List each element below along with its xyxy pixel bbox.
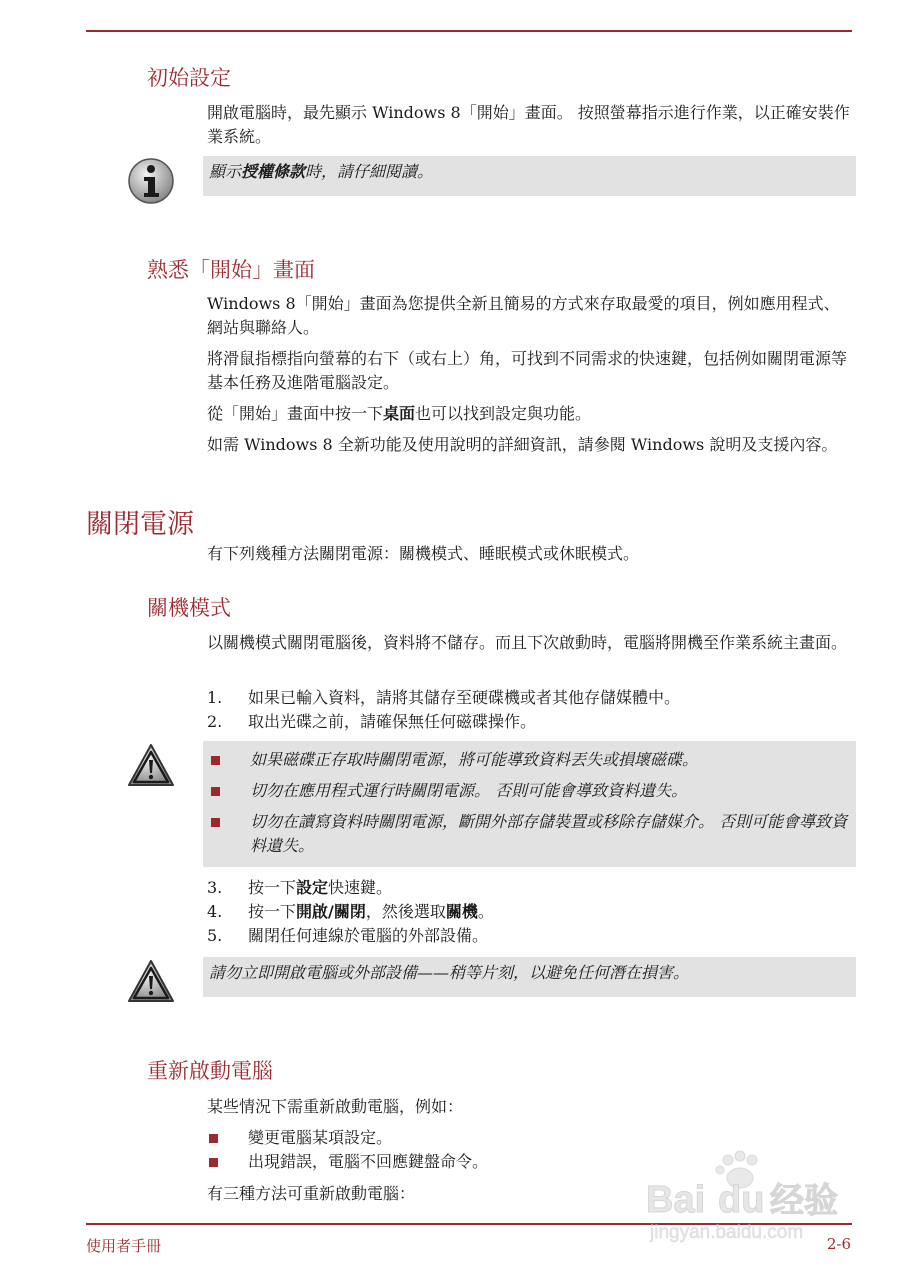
step-text: 快速鍵。 [328, 878, 393, 897]
heading-start-screen: 熟悉「開始」畫面 [147, 258, 315, 282]
step-text: 關閉任何連線於電腦的外部設備。 [248, 926, 489, 945]
power-bold: 開啟/關閉 [296, 902, 366, 921]
heading-shutdown-mode: 關機模式 [147, 596, 231, 620]
p3-post: 也可以找到設定與功能。 [415, 404, 592, 423]
warning-icon [127, 742, 175, 790]
list-item [207, 710, 855, 734]
caution-box [203, 957, 856, 997]
bullet-square [209, 1134, 218, 1143]
p3-pre: 從「開始」畫面中按一下 [207, 404, 384, 423]
step-text: 按一下 [248, 902, 297, 921]
bullet-text: 出現錯誤，電腦不回應鍵盤命令。 [248, 1152, 489, 1171]
restart-methods-text: 有三種方法可重新啟動電腦： [207, 1184, 416, 1203]
step-number: 1. [207, 688, 223, 707]
list-item [209, 779, 850, 803]
list-item [207, 686, 855, 710]
list-item [209, 810, 850, 858]
footer-page-number: 2-6 [826, 1235, 851, 1253]
start-screen-p2: 將滑鼠指標指向螢幕的右下（或右上）角，可找到不同需求的快速鍵，包括例如關閉電源等基本任務及進階電腦設定。 [207, 349, 848, 392]
bullet-square [211, 818, 220, 827]
desktop-bold: 桌面 [383, 404, 416, 423]
step-number: 5. [207, 926, 223, 945]
step-number: 3. [207, 878, 223, 897]
warning-text: 切勿在讀寫資料時關閉電源，斷開外部存儲裝置或移除存儲媒介。 否則可能會導致資料遺失。 [250, 812, 848, 855]
shutdown-steps-a [207, 686, 855, 734]
restart-text: 某些情況下需重新啟動電腦，例如： [207, 1097, 464, 1116]
initial-setup-text: 開啟電腦時，最先顯示 Windows 8「開始」畫面。 按照螢幕指示進行作業，以正確安裝作業系統。 [207, 103, 850, 146]
bullet-square [211, 787, 220, 796]
step-text: 如果已輸入資料，請將其儲存至硬碟機或者其他存儲媒體中。 [248, 688, 681, 707]
shutdown-steps-b [207, 876, 855, 948]
warning-icon [127, 958, 175, 1006]
caution-text: 請勿立即開啟電腦或外部設備——稍等片刻，以避免任何潛在損害。 [209, 963, 690, 982]
warning-text: 如果磁碟正存取時關閉電源，將可能導致資料丟失或損壞磁碟。 [250, 750, 699, 769]
heading-initial-setup: 初始設定 [147, 66, 231, 90]
watermark-cn: 经验 [770, 1181, 838, 1221]
list-item [207, 876, 855, 900]
heading-restart: 重新啟動電腦 [147, 1059, 273, 1083]
start-screen-p3 [207, 402, 855, 426]
step-number: 2. [207, 712, 223, 731]
start-screen-p4: 如需 Windows 8 全新功能及使用說明的詳細資訊，請參閱 Windows 說明及支援內容。 [207, 435, 838, 454]
step-text: 取出光碟之前，請確保無任何磁碟操作。 [248, 712, 537, 731]
footer-manual-title: 使用者手冊 [86, 1237, 162, 1255]
license-note [203, 156, 856, 196]
info-icon [127, 157, 175, 205]
warning-text: 切勿在應用程式運行時關閉電源。 否則可能會導致資料遺失。 [250, 781, 688, 800]
watermark-brand: Bai [646, 1179, 706, 1221]
shutdown-bold: 關機 [445, 902, 478, 921]
shutdown-mode-text: 以關機模式關閉電腦後，資料將不儲存。而且下次啟動時，電腦將開機至作業系統主畫面。 [207, 633, 848, 652]
step-text: 。 [477, 902, 494, 921]
list-item [207, 924, 855, 948]
watermark-brand2: du [718, 1179, 765, 1221]
step-text: 按一下 [248, 878, 297, 897]
watermark-url: jingyan.baidu.com [650, 1222, 804, 1243]
heading-power-off: 關閉電源 [86, 509, 194, 540]
list-item [207, 900, 855, 924]
disk-warning-box [203, 741, 856, 867]
list-item [207, 1126, 855, 1150]
start-screen-p1: Windows 8「開始」畫面為您提供全新且簡易的方式來存取最愛的項目，例如應用程式、網站與聯絡人。 [207, 294, 840, 337]
warning-list [209, 748, 850, 858]
note-text-post: 時，請仔細閱讀。 [305, 162, 434, 181]
step-number: 4. [207, 902, 223, 921]
step-text: ，然後選取 [365, 902, 446, 921]
note-text-pre: 顯示 [209, 162, 242, 181]
baidu-watermark [640, 1150, 860, 1250]
bullet-text: 變更電腦某項設定。 [248, 1128, 393, 1147]
power-off-text: 有下列幾種方法關閉電源：關機模式、睡眠模式或休眠模式。 [207, 544, 640, 563]
bullet-square [209, 1158, 218, 1167]
list-item [209, 748, 850, 772]
settings-bold: 設定 [296, 878, 329, 897]
bullet-square [211, 756, 220, 765]
license-terms-bold: 授權條款 [241, 162, 306, 181]
top-rule [86, 30, 852, 32]
